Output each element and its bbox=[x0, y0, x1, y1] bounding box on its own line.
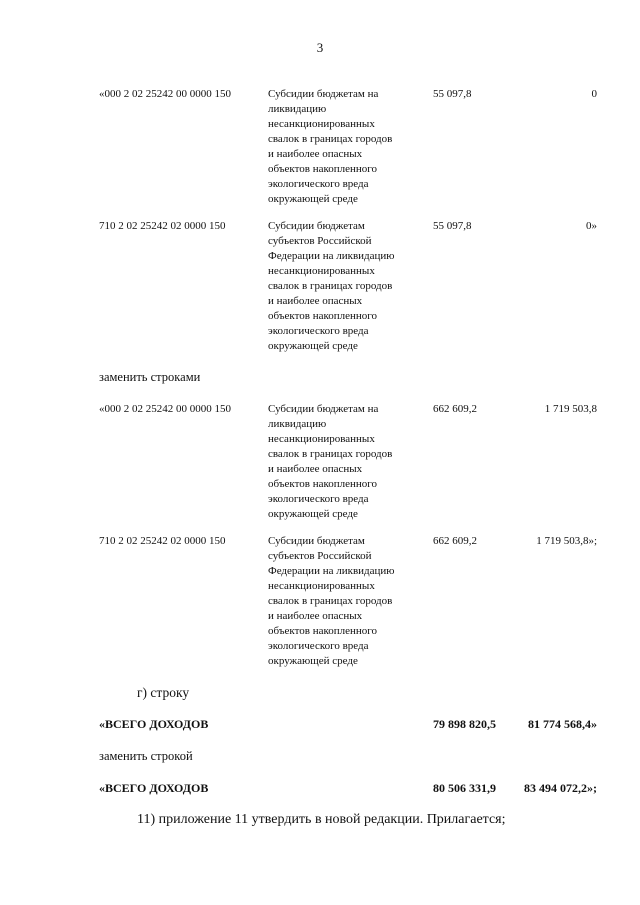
total-label: «ВСЕГО ДОХОДОВ bbox=[99, 717, 209, 731]
desc-line: несанкционированных bbox=[268, 433, 375, 445]
desc-line: объектов накопленного bbox=[268, 625, 378, 637]
paragraph-11: 11) приложение 11 утвердить в новой редакции. Прилагается; bbox=[137, 812, 506, 827]
desc-line: экологического вреда bbox=[268, 640, 369, 652]
item-g-text: г) строку bbox=[137, 685, 190, 700]
desc-line: окружающей среде bbox=[268, 655, 358, 667]
budget-code: 710 2 02 25242 02 0000 150 bbox=[99, 220, 226, 232]
desc-line: Федерации на ликвидацию bbox=[268, 250, 395, 262]
desc-line: объектов накопленного bbox=[268, 163, 378, 175]
desc-line: окружающей среде bbox=[268, 508, 358, 520]
budget-code: «000 2 02 25242 00 0000 150 bbox=[99, 403, 231, 415]
desc-line: свалок в границах городов bbox=[268, 448, 393, 460]
value-year-1: 55 097,8 bbox=[433, 88, 472, 100]
total-label: «ВСЕГО ДОХОДОВ bbox=[99, 781, 209, 795]
desc-line: несанкционированных bbox=[268, 118, 375, 130]
desc-line: экологического вреда bbox=[268, 325, 369, 337]
row-description bbox=[268, 87, 418, 207]
replace-row-text: заменить строкой bbox=[99, 749, 193, 763]
desc-line: экологического вреда bbox=[268, 178, 369, 190]
replace-rows-text: заменить строками bbox=[99, 370, 201, 384]
desc-line: и наиболее опасных bbox=[268, 295, 363, 307]
desc-line: свалок в границах городов bbox=[268, 133, 393, 145]
row-description bbox=[268, 534, 418, 669]
total-value-year-2: 83 494 072,2»; bbox=[524, 781, 597, 795]
desc-line: окружающей среде bbox=[268, 340, 358, 352]
value-year-2: 1 719 503,8 bbox=[544, 403, 597, 415]
desc-line: Субсидии бюджетам bbox=[268, 535, 365, 547]
desc-line: субъектов Российской bbox=[268, 550, 372, 562]
budget-code: «000 2 02 25242 00 0000 150 bbox=[99, 88, 231, 100]
desc-line: Субсидии бюджетам на bbox=[268, 88, 379, 100]
desc-line: несанкционированных bbox=[268, 580, 375, 592]
total-value-year-2: 81 774 568,4» bbox=[528, 717, 597, 731]
total-value-year-1: 80 506 331,9 bbox=[433, 781, 496, 795]
desc-line: Субсидии бюджетам bbox=[268, 220, 365, 232]
budget-code: 710 2 02 25242 02 0000 150 bbox=[99, 535, 226, 547]
desc-line: несанкционированных bbox=[268, 265, 375, 277]
desc-line: ликвидацию bbox=[268, 418, 327, 430]
desc-line: и наиболее опасных bbox=[268, 463, 363, 475]
desc-line: субъектов Российской bbox=[268, 235, 372, 247]
value-year-1: 55 097,8 bbox=[433, 220, 472, 232]
value-year-2: 1 719 503,8»; bbox=[536, 535, 597, 547]
desc-line: экологического вреда bbox=[268, 493, 369, 505]
desc-line: и наиболее опасных bbox=[268, 610, 363, 622]
desc-line: Федерации на ликвидацию bbox=[268, 565, 395, 577]
desc-line: свалок в границах городов bbox=[268, 595, 393, 607]
page-number: 3 bbox=[316, 40, 324, 55]
total-value-year-1: 79 898 820,5 bbox=[433, 717, 496, 731]
value-year-2: 0 bbox=[591, 88, 597, 100]
desc-line: объектов накопленного bbox=[268, 478, 378, 490]
desc-line: и наиболее опасных bbox=[268, 148, 363, 160]
desc-line: Субсидии бюджетам на bbox=[268, 403, 379, 415]
desc-line: свалок в границах городов bbox=[268, 280, 393, 292]
value-year-1: 662 609,2 bbox=[433, 535, 477, 547]
desc-line: окружающей среде bbox=[268, 193, 358, 205]
desc-line: объектов накопленного bbox=[268, 310, 378, 322]
desc-line: ликвидацию bbox=[268, 103, 327, 115]
value-year-1: 662 609,2 bbox=[433, 403, 477, 415]
value-year-2: 0» bbox=[586, 220, 597, 232]
row-description bbox=[268, 402, 418, 522]
row-description bbox=[268, 219, 418, 354]
